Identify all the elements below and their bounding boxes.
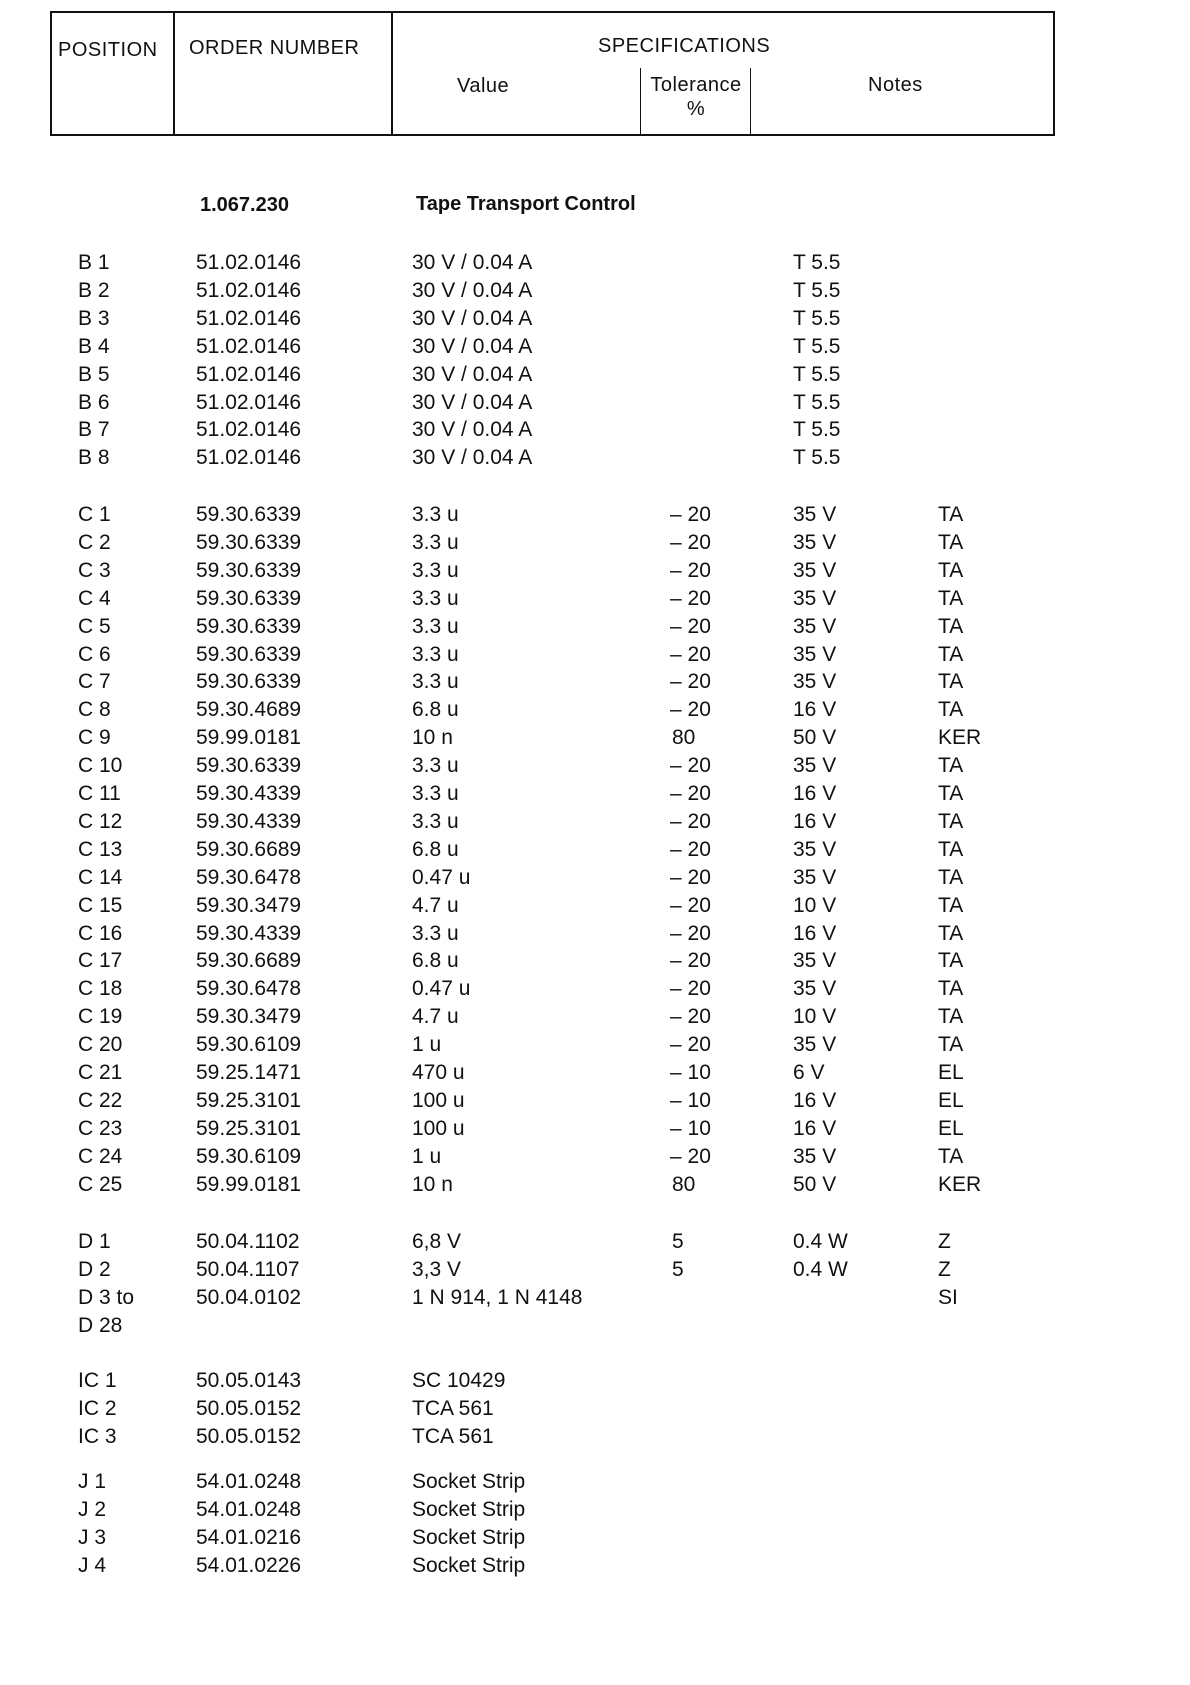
- cell-value: 30 V / 0.04 A: [412, 306, 533, 330]
- cell-value: 100 u: [412, 1088, 465, 1112]
- cell-tolerance: – 20: [670, 782, 711, 805]
- cell-tolerance: – 10: [670, 1116, 711, 1140]
- cell-position: D 28: [78, 1313, 123, 1337]
- cell-position: C 25: [78, 1172, 123, 1196]
- cell-order-number: 50.05.0143: [196, 1369, 302, 1392]
- cell-tolerance: – 20: [670, 670, 711, 694]
- cell-order-number: 50.05.0152: [196, 1424, 302, 1448]
- cell-order-number: 50.04.1107: [196, 1257, 300, 1281]
- cell-position: C 4: [78, 586, 111, 610]
- cell-value: TCA 561: [412, 1396, 494, 1420]
- cell-tolerance: – 20: [670, 893, 711, 917]
- cell-tolerance: – 20: [670, 1005, 711, 1029]
- cell-note-rating: 10 V: [793, 893, 837, 917]
- cell-position: C 14: [78, 865, 123, 889]
- cell-value: 3.3 u: [412, 670, 459, 694]
- cell-value: 3.3 u: [412, 530, 459, 554]
- cell-note-rating: T 5.5: [793, 251, 841, 274]
- cell-position: C 3: [78, 558, 111, 582]
- cell-order-number: 54.01.0248: [196, 1497, 302, 1521]
- cell-note-rating: 10 V: [793, 1005, 837, 1029]
- cell-tolerance: – 20: [670, 530, 711, 554]
- cell-position: C 20: [78, 1033, 123, 1057]
- cell-note-type: TA: [938, 893, 964, 917]
- cell-tolerance: – 20: [670, 1033, 711, 1057]
- cell-note-rating: T 5.5: [793, 362, 841, 386]
- cell-note-type: TA: [938, 586, 964, 610]
- cell-position: C 2: [78, 530, 111, 554]
- cell-position: J 1: [78, 1470, 107, 1493]
- cell-note-rating: 35 V: [793, 1033, 837, 1057]
- cell-order-number: 51.02.0146: [196, 390, 302, 414]
- cell-value: 0.47 u: [412, 977, 471, 1001]
- cell-order-number: 51.02.0146: [196, 418, 302, 442]
- cell-tolerance: – 20: [670, 865, 711, 889]
- cell-value: 1 u: [412, 1144, 442, 1168]
- cell-tolerance: 80: [672, 1172, 696, 1196]
- cell-tolerance: – 20: [670, 642, 711, 666]
- cell-position: C 5: [78, 614, 111, 638]
- cell-order-number: 50.04.0102: [196, 1285, 302, 1309]
- cell-value: 3.3 u: [412, 558, 459, 582]
- cell-note-rating: 0.4 W: [793, 1257, 848, 1281]
- cell-value: 10 n: [412, 1172, 453, 1196]
- cell-note-rating: 35 V: [793, 754, 837, 778]
- cell-value: 30 V / 0.04 A: [412, 390, 533, 414]
- cell-value: 4.7 u: [412, 1005, 459, 1029]
- cell-note-rating: 16 V: [793, 1088, 837, 1112]
- cell-note-type: TA: [938, 782, 964, 805]
- cell-position: B 7: [78, 418, 110, 442]
- cell-order-number: 59.30.3479: [196, 893, 302, 917]
- header-specifications: SPECIFICATIONS: [598, 35, 771, 57]
- cell-order-number: 54.01.0216: [196, 1525, 302, 1549]
- header-order-number: ORDER NUMBER: [189, 37, 360, 59]
- header-divider: [750, 68, 751, 134]
- cell-note-rating: 50 V: [793, 1172, 837, 1196]
- cell-note-rating: 35 V: [793, 586, 837, 610]
- cell-value: 1 u: [412, 1033, 442, 1057]
- cell-note-type: TA: [938, 642, 964, 666]
- cell-position: C 7: [78, 670, 111, 694]
- cell-order-number: 51.02.0146: [196, 334, 302, 358]
- cell-tolerance: – 20: [670, 698, 711, 722]
- cell-order-number: 59.30.6339: [196, 670, 302, 694]
- cell-tolerance: – 20: [670, 837, 711, 861]
- cell-value: Socket Strip: [412, 1497, 526, 1521]
- cell-note-type: TA: [938, 809, 964, 833]
- cell-order-number: 51.02.0146: [196, 362, 302, 386]
- cell-note-rating: T 5.5: [793, 334, 841, 358]
- header-tolerance: [644, 73, 748, 121]
- cell-position: C 21: [78, 1061, 123, 1084]
- cell-position: D 2: [78, 1257, 111, 1281]
- cell-order-number: 59.30.6339: [196, 754, 302, 778]
- cell-value: 3.3 u: [412, 503, 459, 526]
- cell-value: 6.8 u: [412, 698, 459, 722]
- cell-position: B 1: [78, 251, 110, 274]
- cell-note-type: Z: [938, 1230, 951, 1253]
- cell-note-type: TA: [938, 837, 964, 861]
- cell-value: 3.3 u: [412, 782, 459, 805]
- cell-order-number: 59.30.6478: [196, 977, 302, 1001]
- cell-value: 100 u: [412, 1116, 465, 1140]
- section-order-number: 1.067.230: [200, 194, 289, 216]
- cell-note-rating: T 5.5: [793, 418, 841, 442]
- cell-order-number: 59.30.6478: [196, 865, 302, 889]
- cell-value: 0.47 u: [412, 865, 471, 889]
- cell-order-number: 54.01.0248: [196, 1470, 302, 1493]
- cell-value: 3.3 u: [412, 754, 459, 778]
- cell-value: 3,3 V: [412, 1257, 462, 1281]
- cell-order-number: 59.30.4689: [196, 698, 302, 722]
- cell-position: C 19: [78, 1005, 123, 1029]
- cell-note-type: EL: [938, 1088, 964, 1112]
- cell-value: 30 V / 0.04 A: [412, 446, 533, 470]
- cell-order-number: 54.01.0226: [196, 1553, 302, 1577]
- cell-value: 30 V / 0.04 A: [412, 418, 533, 442]
- cell-note-type: EL: [938, 1061, 964, 1084]
- cell-position: B 3: [78, 306, 110, 330]
- cell-position: C 1: [78, 503, 111, 526]
- cell-value: 10 n: [412, 726, 453, 750]
- cell-value: 30 V / 0.04 A: [412, 362, 533, 386]
- cell-note-rating: 16 V: [793, 921, 837, 945]
- header-notes: Notes: [868, 74, 923, 96]
- cell-position: J 3: [78, 1525, 107, 1549]
- cell-order-number: 59.25.3101: [196, 1088, 302, 1112]
- cell-note-rating: 6 V: [793, 1061, 825, 1084]
- table-header: [50, 11, 1055, 136]
- cell-note-type: TA: [938, 1144, 964, 1168]
- cell-position: C 12: [78, 809, 123, 833]
- cell-order-number: 59.25.1471: [196, 1061, 302, 1084]
- cell-value: SC 10429: [412, 1369, 506, 1392]
- cell-position: IC 1: [78, 1369, 117, 1392]
- cell-value: 3.3 u: [412, 921, 459, 945]
- cell-note-rating: T 5.5: [793, 390, 841, 414]
- cell-position: C 11: [78, 782, 121, 805]
- cell-tolerance: – 20: [670, 949, 711, 973]
- cell-tolerance: – 10: [670, 1061, 711, 1084]
- cell-note-rating: T 5.5: [793, 306, 841, 330]
- cell-position: C 24: [78, 1144, 123, 1168]
- cell-order-number: 51.02.0146: [196, 278, 302, 302]
- cell-note-rating: 35 V: [793, 503, 837, 526]
- cell-tolerance: – 20: [670, 503, 711, 526]
- cell-position: C 18: [78, 977, 123, 1001]
- cell-value: 3.3 u: [412, 809, 459, 833]
- cell-note-type: TA: [938, 865, 964, 889]
- cell-order-number: 59.30.6109: [196, 1144, 302, 1168]
- cell-position: B 8: [78, 446, 110, 470]
- header-tolerance-label: Tolerance: [650, 74, 742, 96]
- cell-note-rating: 16 V: [793, 698, 837, 722]
- cell-order-number: 59.30.6109: [196, 1033, 302, 1057]
- cell-note-rating: 35 V: [793, 614, 837, 638]
- cell-position: C 22: [78, 1088, 123, 1112]
- cell-value: Socket Strip: [412, 1525, 526, 1549]
- header-divider: [173, 13, 175, 134]
- cell-position: C 17: [78, 949, 123, 973]
- cell-note-rating: 35 V: [793, 977, 837, 1001]
- cell-position: C 10: [78, 754, 123, 778]
- cell-tolerance: 80: [672, 726, 696, 750]
- cell-order-number: 59.25.3101: [196, 1116, 302, 1140]
- cell-order-number: 51.02.0146: [196, 306, 302, 330]
- cell-note-rating: T 5.5: [793, 446, 841, 470]
- cell-position: D 1: [78, 1230, 111, 1253]
- cell-order-number: 50.05.0152: [196, 1396, 302, 1420]
- cell-value: TCA 561: [412, 1424, 494, 1448]
- cell-value: 470 u: [412, 1061, 465, 1084]
- cell-value: Socket Strip: [412, 1470, 526, 1493]
- cell-order-number: 50.04.1102: [196, 1230, 300, 1253]
- cell-note-type: TA: [938, 530, 964, 554]
- cell-note-type: KER: [938, 1172, 982, 1196]
- cell-order-number: 59.99.0181: [196, 1172, 302, 1196]
- cell-position: IC 3: [78, 1424, 117, 1448]
- cell-note-rating: 35 V: [793, 1144, 837, 1168]
- cell-note-type: TA: [938, 503, 964, 526]
- cell-order-number: 59.30.4339: [196, 921, 302, 945]
- cell-order-number: 59.30.6339: [196, 642, 302, 666]
- cell-note-rating: 35 V: [793, 949, 837, 973]
- cell-tolerance: – 20: [670, 921, 711, 945]
- cell-order-number: 59.30.6689: [196, 837, 302, 861]
- cell-order-number: 59.30.4339: [196, 782, 302, 805]
- cell-note-type: TA: [938, 1033, 964, 1057]
- cell-note-type: SI: [938, 1285, 958, 1309]
- cell-note-rating: 35 V: [793, 837, 837, 861]
- cell-note-type: TA: [938, 670, 964, 694]
- cell-position: C 23: [78, 1116, 123, 1140]
- cell-note-rating: 16 V: [793, 809, 837, 833]
- cell-note-rating: 35 V: [793, 642, 837, 666]
- cell-note-type: TA: [938, 949, 964, 973]
- cell-tolerance: – 20: [670, 809, 711, 833]
- cell-position: B 2: [78, 278, 110, 302]
- cell-tolerance: – 20: [670, 754, 711, 778]
- cell-order-number: 59.30.3479: [196, 1005, 302, 1029]
- cell-value: 3.3 u: [412, 642, 459, 666]
- cell-position: C 9: [78, 726, 111, 750]
- cell-value: Socket Strip: [412, 1553, 526, 1577]
- cell-tolerance: 5: [672, 1257, 684, 1281]
- cell-note-type: TA: [938, 754, 964, 778]
- cell-value: 6.8 u: [412, 949, 459, 973]
- cell-tolerance: 5: [672, 1230, 684, 1253]
- header-divider: [640, 68, 641, 134]
- header-value: Value: [457, 75, 510, 97]
- cell-order-number: 59.30.6339: [196, 614, 302, 638]
- cell-order-number: 51.02.0146: [196, 251, 302, 274]
- cell-value: 1 N 914, 1 N 4148: [412, 1285, 583, 1309]
- cell-note-type: TA: [938, 977, 964, 1001]
- cell-note-type: TA: [938, 1005, 964, 1029]
- cell-order-number: 59.30.4339: [196, 809, 302, 833]
- cell-position: C 8: [78, 698, 111, 722]
- cell-value: 3.3 u: [412, 586, 459, 610]
- cell-tolerance: – 20: [670, 614, 711, 638]
- cell-note-rating: 50 V: [793, 726, 837, 750]
- cell-tolerance: – 10: [670, 1088, 711, 1112]
- cell-position: B 4: [78, 334, 110, 358]
- cell-note-rating: 35 V: [793, 530, 837, 554]
- cell-position: C 15: [78, 893, 123, 917]
- cell-value: 30 V / 0.04 A: [412, 334, 533, 358]
- cell-position: D 3 to: [78, 1285, 135, 1309]
- cell-note-rating: 0.4 W: [793, 1230, 848, 1253]
- cell-order-number: 59.30.6339: [196, 558, 302, 582]
- cell-note-rating: 16 V: [793, 1116, 837, 1140]
- cell-position: B 6: [78, 390, 110, 414]
- cell-note-type: TA: [938, 558, 964, 582]
- cell-tolerance: – 20: [670, 977, 711, 1001]
- cell-note-type: TA: [938, 921, 964, 945]
- cell-note-type: KER: [938, 726, 982, 750]
- cell-note-type: Z: [938, 1257, 951, 1281]
- cell-note-rating: T 5.5: [793, 278, 841, 302]
- cell-value: 3.3 u: [412, 614, 459, 638]
- cell-order-number: 51.02.0146: [196, 446, 302, 470]
- section-title: Tape Transport Control: [416, 193, 636, 215]
- cell-order-number: 59.30.6339: [196, 530, 302, 554]
- cell-position: C 16: [78, 921, 123, 945]
- cell-position: C 6: [78, 642, 111, 666]
- cell-note-type: EL: [938, 1116, 964, 1140]
- cell-note-rating: 35 V: [793, 865, 837, 889]
- cell-tolerance: – 20: [670, 586, 711, 610]
- header-tolerance-unit: %: [686, 98, 706, 120]
- cell-value: 4.7 u: [412, 893, 459, 917]
- cell-order-number: 59.30.6339: [196, 503, 302, 526]
- cell-note-rating: 35 V: [793, 558, 837, 582]
- cell-order-number: 59.30.6689: [196, 949, 302, 973]
- cell-value: 30 V / 0.04 A: [412, 251, 533, 274]
- cell-order-number: 59.99.0181: [196, 726, 302, 750]
- cell-value: 6,8 V: [412, 1230, 462, 1253]
- cell-note-rating: 35 V: [793, 670, 837, 694]
- cell-tolerance: – 20: [670, 558, 711, 582]
- cell-position: C 13: [78, 837, 123, 861]
- cell-position: J 2: [78, 1497, 107, 1521]
- header-position: POSITION: [58, 39, 158, 61]
- cell-tolerance: – 20: [670, 1144, 711, 1168]
- cell-note-type: TA: [938, 614, 964, 638]
- header-divider: [391, 13, 393, 134]
- cell-note-type: TA: [938, 698, 964, 722]
- cell-position: IC 2: [78, 1396, 117, 1420]
- cell-position: B 5: [78, 362, 110, 386]
- cell-note-rating: 16 V: [793, 782, 837, 805]
- cell-order-number: 59.30.6339: [196, 586, 302, 610]
- cell-value: 30 V / 0.04 A: [412, 278, 533, 302]
- cell-position: J 4: [78, 1553, 107, 1577]
- cell-value: 6.8 u: [412, 837, 459, 861]
